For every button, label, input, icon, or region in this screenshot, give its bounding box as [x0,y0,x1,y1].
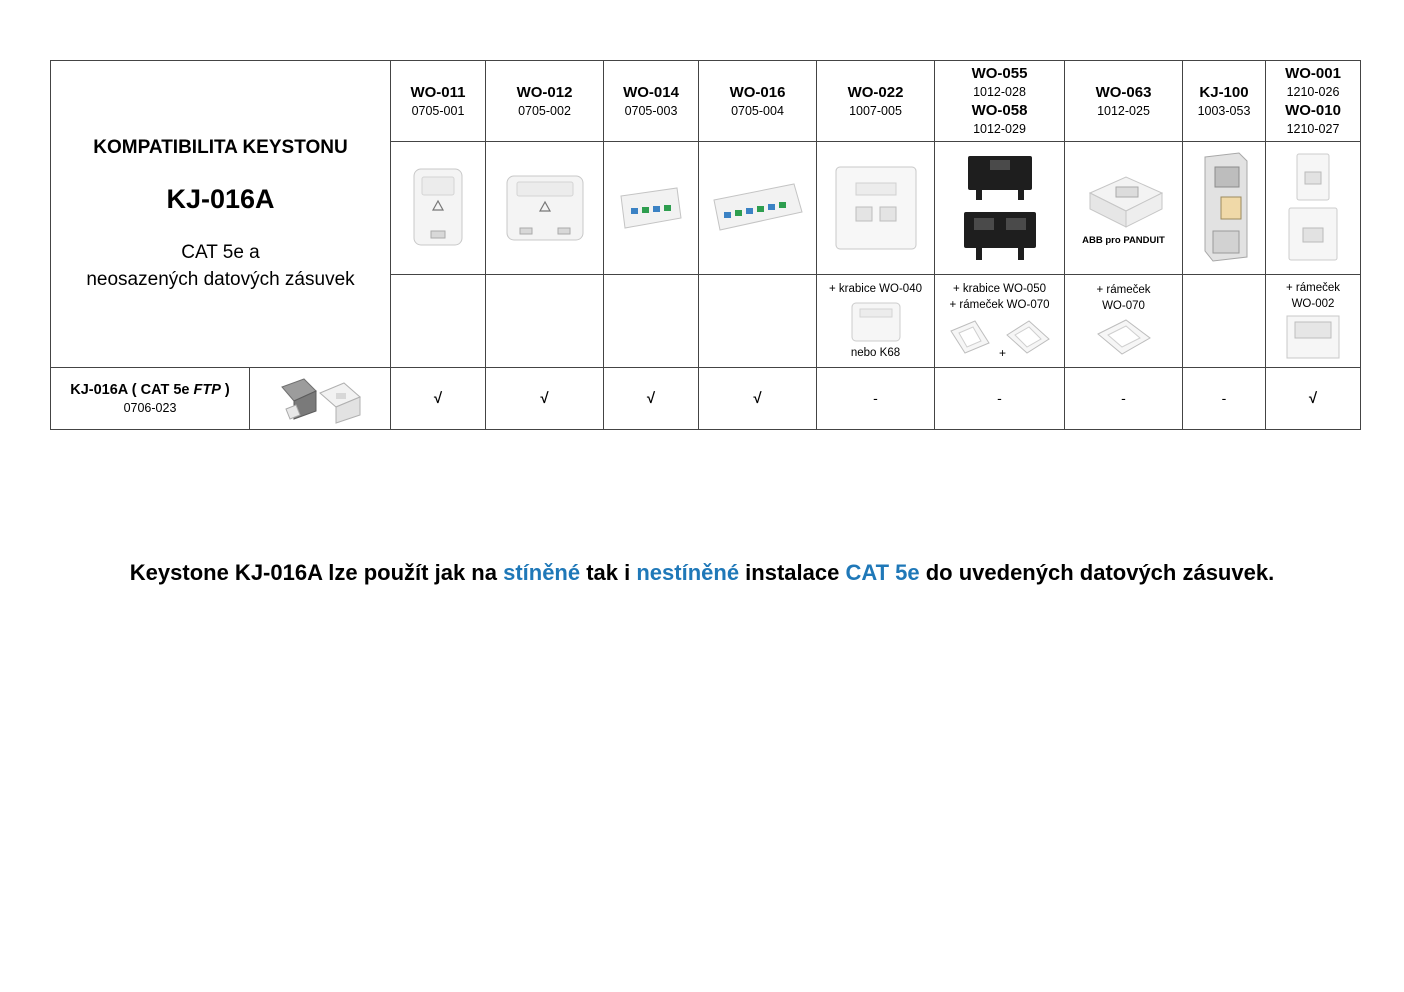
column-header [935,61,1065,142]
frame-image [1283,312,1343,362]
product-number: 0705-003 [624,103,678,118]
accessory-cell [699,275,817,368]
column-header [1183,61,1266,142]
accessory-text: WO-002 [1291,298,1335,310]
accessory-text: + krabice WO-040 [829,283,922,295]
accessory-cell [604,275,699,368]
product-code: WO-001 [1285,65,1341,82]
product-code: WO-011 [410,83,466,101]
product-number: 1003-053 [1197,103,1251,118]
frame-image [1092,314,1156,360]
product-number: 0705-001 [411,103,465,118]
column-header [1266,61,1361,142]
accessory-cell [486,275,604,368]
compat-mark: √ [1266,368,1361,430]
accessory-text: + rámeček WO-070 [949,299,1050,311]
highlight-shielded: stíněné [503,560,581,585]
column-header [817,61,935,142]
column-header [1065,61,1183,142]
product-image-cell [604,142,699,275]
accessory-text: + rámeček [1285,282,1340,294]
product-number: 1210-027 [1286,122,1340,136]
accessory-cell [935,275,1065,368]
surface-box-single-image [408,165,468,251]
product-number: 1012-029 [973,122,1026,136]
accessory-cell [391,275,486,368]
accessory-cell [1266,275,1361,368]
product-image-cell [1065,142,1183,275]
product-code: WO-010 [1285,102,1341,119]
product-number: 1007-005 [849,103,902,118]
abb-panduit-outlet-image [1082,171,1166,233]
accessory-text: nebo K68 [850,347,901,359]
keystone-frames-image [960,150,1040,266]
surface-box-4-port-image [615,182,687,234]
product-code: WO-012 [516,83,573,101]
accessory-cell [817,275,935,368]
product-image-cell [391,142,486,275]
product-code: WO-055 [971,65,1028,82]
keystone-code: 0706-023 [123,401,177,415]
product-image-cell [486,142,604,275]
product-image-cell [935,142,1065,275]
compat-mark: - [1183,368,1266,430]
product-image-cell [699,142,817,275]
column-header [604,61,699,142]
product-number: 0705-004 [731,103,784,118]
usage-note: Keystone KJ-016A lze použít jak na stíněné tak i nestíněné instalace CAT 5e do uvedených datových zásuvek. [129,560,1275,585]
compat-mark: √ [486,368,604,430]
accessory-text: + rámeček [1096,284,1151,296]
image-caption: ABB pro PANDUIT [1082,234,1165,246]
product-image-cell [817,142,935,275]
compat-mark: - [1065,368,1183,430]
product-code: WO-058 [971,102,1028,119]
keystone-image-cell [250,368,391,430]
compat-mark: - [935,368,1065,430]
accessory-text: + krabice WO-050 [953,283,1046,295]
column-header [699,61,817,142]
product-code: WO-016 [729,83,786,101]
product-number: 0705-002 [518,103,571,118]
box-and-frame-image [945,313,1055,361]
product-code: WO-022 [847,83,904,101]
compat-mark: - [817,368,935,430]
product-number: 1012-025 [1097,103,1150,118]
compat-mark: √ [699,368,817,430]
title-line-2: neosazených datových zásuvek [86,268,355,290]
product-number: 1210-026 [1286,85,1340,99]
accessory-text: WO-070 [1102,300,1145,312]
accessory-cell [1183,275,1266,368]
highlight-category: CAT 5e [845,560,920,585]
column-header [391,61,486,142]
wall-outlet-modules-image [1283,150,1343,266]
product-code: WO-014 [623,83,679,101]
compatibility-table [50,60,1361,430]
keystone-name-cell [51,368,250,430]
keystone-name: KJ-016A ( CAT 5e FTP ) [70,382,230,398]
keystone-model: KJ-016A [166,184,275,215]
accessory-cell [1065,275,1183,368]
table-heading: KOMPATIBILITA KEYSTONU [93,136,348,158]
mounting-box-image [844,297,908,345]
product-image-cell [1266,142,1361,275]
din-rail-keystone-image [1191,151,1257,265]
product-code: KJ-100 [1199,83,1249,101]
keystone-jack-image [274,373,366,425]
product-code: WO-063 [1095,83,1152,101]
product-number: 1012-028 [973,85,1026,99]
title-line-1: CAT 5e a [181,241,260,263]
surface-box-6-port-image [710,178,806,238]
plus-sign: + [998,346,1006,360]
table-title-cell [51,61,391,368]
column-header [486,61,604,142]
product-image-cell [1183,142,1266,275]
compat-mark: √ [604,368,699,430]
wall-plate-image [832,163,920,253]
compat-mark: √ [391,368,486,430]
highlight-unshielded: nestíněné [636,560,740,585]
surface-box-double-image [502,170,588,246]
